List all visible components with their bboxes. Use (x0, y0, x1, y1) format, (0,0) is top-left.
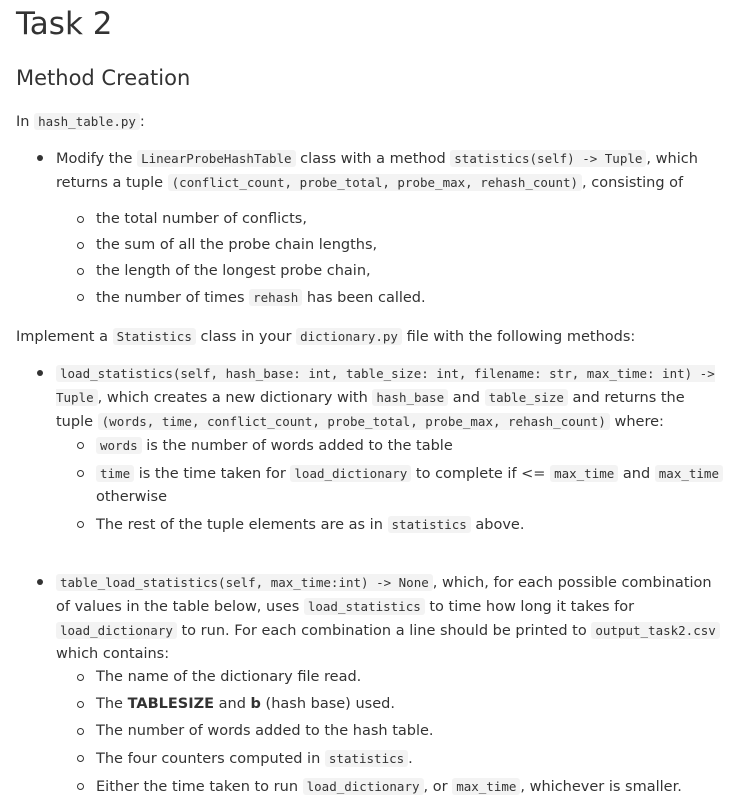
text: , consisting of (582, 175, 684, 191)
inline-code: time (96, 465, 134, 482)
bold-text: b (250, 696, 261, 712)
inline-code: max_time (550, 465, 618, 482)
text: Either the time taken to run (96, 779, 303, 795)
text: , or (423, 779, 453, 795)
inline-code: max_time (655, 465, 723, 482)
page-title: Task 2 (16, 6, 113, 42)
section-heading: Method Creation (16, 66, 191, 90)
text: the length of the longest probe chain, (96, 263, 371, 279)
intro-paragraph (16, 110, 145, 134)
text: Modify the (56, 151, 138, 167)
bullet-list-2 (56, 362, 726, 541)
text: file with the following methods: (401, 329, 636, 345)
text: , which creates a new dictionary with (97, 390, 373, 406)
sub-list-item (56, 286, 726, 310)
text: to run. For each combination a line should be printed to (176, 623, 592, 639)
sub-list-item (56, 234, 726, 257)
inline-code: words (96, 437, 142, 454)
text: to complete if <= (411, 466, 551, 482)
list-item-load-statistics (56, 362, 726, 537)
inline-code: rehash (249, 289, 302, 306)
text: The (96, 696, 128, 712)
text: otherwise (96, 489, 167, 505)
inline-code: Statistics (113, 328, 196, 345)
inline-code: table_size (485, 389, 568, 406)
text: and (214, 696, 251, 712)
sub-list-item (56, 462, 726, 509)
sub-list-item (56, 208, 726, 231)
sub-list-csv-contents (56, 666, 726, 799)
text: where: (609, 414, 664, 430)
inline-code: hash_base (372, 389, 448, 406)
text: Implement a (16, 329, 113, 345)
sub-list-item (56, 720, 726, 743)
bold-text: TABLESIZE (127, 696, 215, 712)
inline-code: table_load_statistics(self, max_time:int) -> None (56, 574, 433, 591)
text: , which, for each possible combination of values in the table below, uses (56, 575, 712, 615)
text: The number of words added to the hash table. (96, 723, 434, 739)
text: and returns the tuple (56, 390, 685, 430)
statistics-paragraph (16, 325, 635, 349)
text: has been called. (302, 290, 426, 306)
text: the number of times (96, 290, 250, 306)
sub-list-item (56, 693, 726, 716)
inline-code: statistics (325, 750, 408, 767)
intro-file-code: hash_table.py (34, 113, 140, 130)
text: The rest of the tuple elements are as in (96, 517, 388, 533)
text: to time how long it takes for (424, 599, 635, 615)
inline-code: load_dictionary (56, 622, 177, 639)
text: The name of the dictionary file read. (96, 669, 362, 685)
inline-code: (words, time, conflict_count, probe_total, probe_max, rehash_count) (98, 413, 610, 430)
bullet-list-3 (56, 571, 726, 803)
inline-code: statistics(self) -> Tuple (450, 150, 646, 167)
text: the total number of conflicts, (96, 211, 307, 227)
sub-list-item (56, 747, 726, 771)
list-item-modify-class (56, 147, 726, 310)
sub-list-item (56, 666, 726, 689)
text: is the number of words added to the table (141, 438, 453, 454)
text: The four counters computed in (96, 751, 325, 767)
text: class in your (195, 329, 297, 345)
text: . (408, 751, 413, 767)
text: (hash base) used. (260, 696, 395, 712)
inline-code: (conflict_count, probe_total, probe_max, rehash_count) (168, 174, 582, 191)
sub-list-load-statistics (56, 434, 726, 537)
sub-list-item (56, 513, 726, 537)
inline-code: dictionary.py (296, 328, 402, 345)
text: and (618, 466, 655, 482)
text: above. (470, 517, 525, 533)
inline-code: load_dictionary (303, 778, 424, 795)
sub-list-item (56, 260, 726, 283)
list-item-table-load-statistics (56, 571, 726, 799)
text: class with a method (295, 151, 451, 167)
sub-list-tuple-fields (56, 208, 726, 310)
intro-suffix: : (139, 114, 145, 130)
inline-code: LinearProbeHashTable (137, 150, 296, 167)
inline-code: statistics (388, 516, 471, 533)
inline-code: max_time (452, 778, 520, 795)
text: the sum of all the probe chain lengths, (96, 237, 378, 253)
text: , whichever is smaller. (520, 779, 682, 795)
inline-code: output_task2.csv (591, 622, 719, 639)
sub-list-item (56, 434, 726, 458)
inline-code: load_dictionary (290, 465, 411, 482)
inline-code: load_statistics(self, hash_base: int, table_size: int, filename: str, max_time: int) -> Tuple (56, 366, 715, 405)
inline-code: load_statistics (304, 598, 425, 615)
sub-list-item (56, 775, 726, 799)
text: which contains: (56, 646, 170, 662)
text: is the time taken for (134, 466, 291, 482)
text: and (448, 390, 485, 406)
bullet-list-1 (56, 147, 726, 313)
intro-text: In (16, 114, 35, 130)
text: , which returns a tuple (56, 151, 698, 191)
